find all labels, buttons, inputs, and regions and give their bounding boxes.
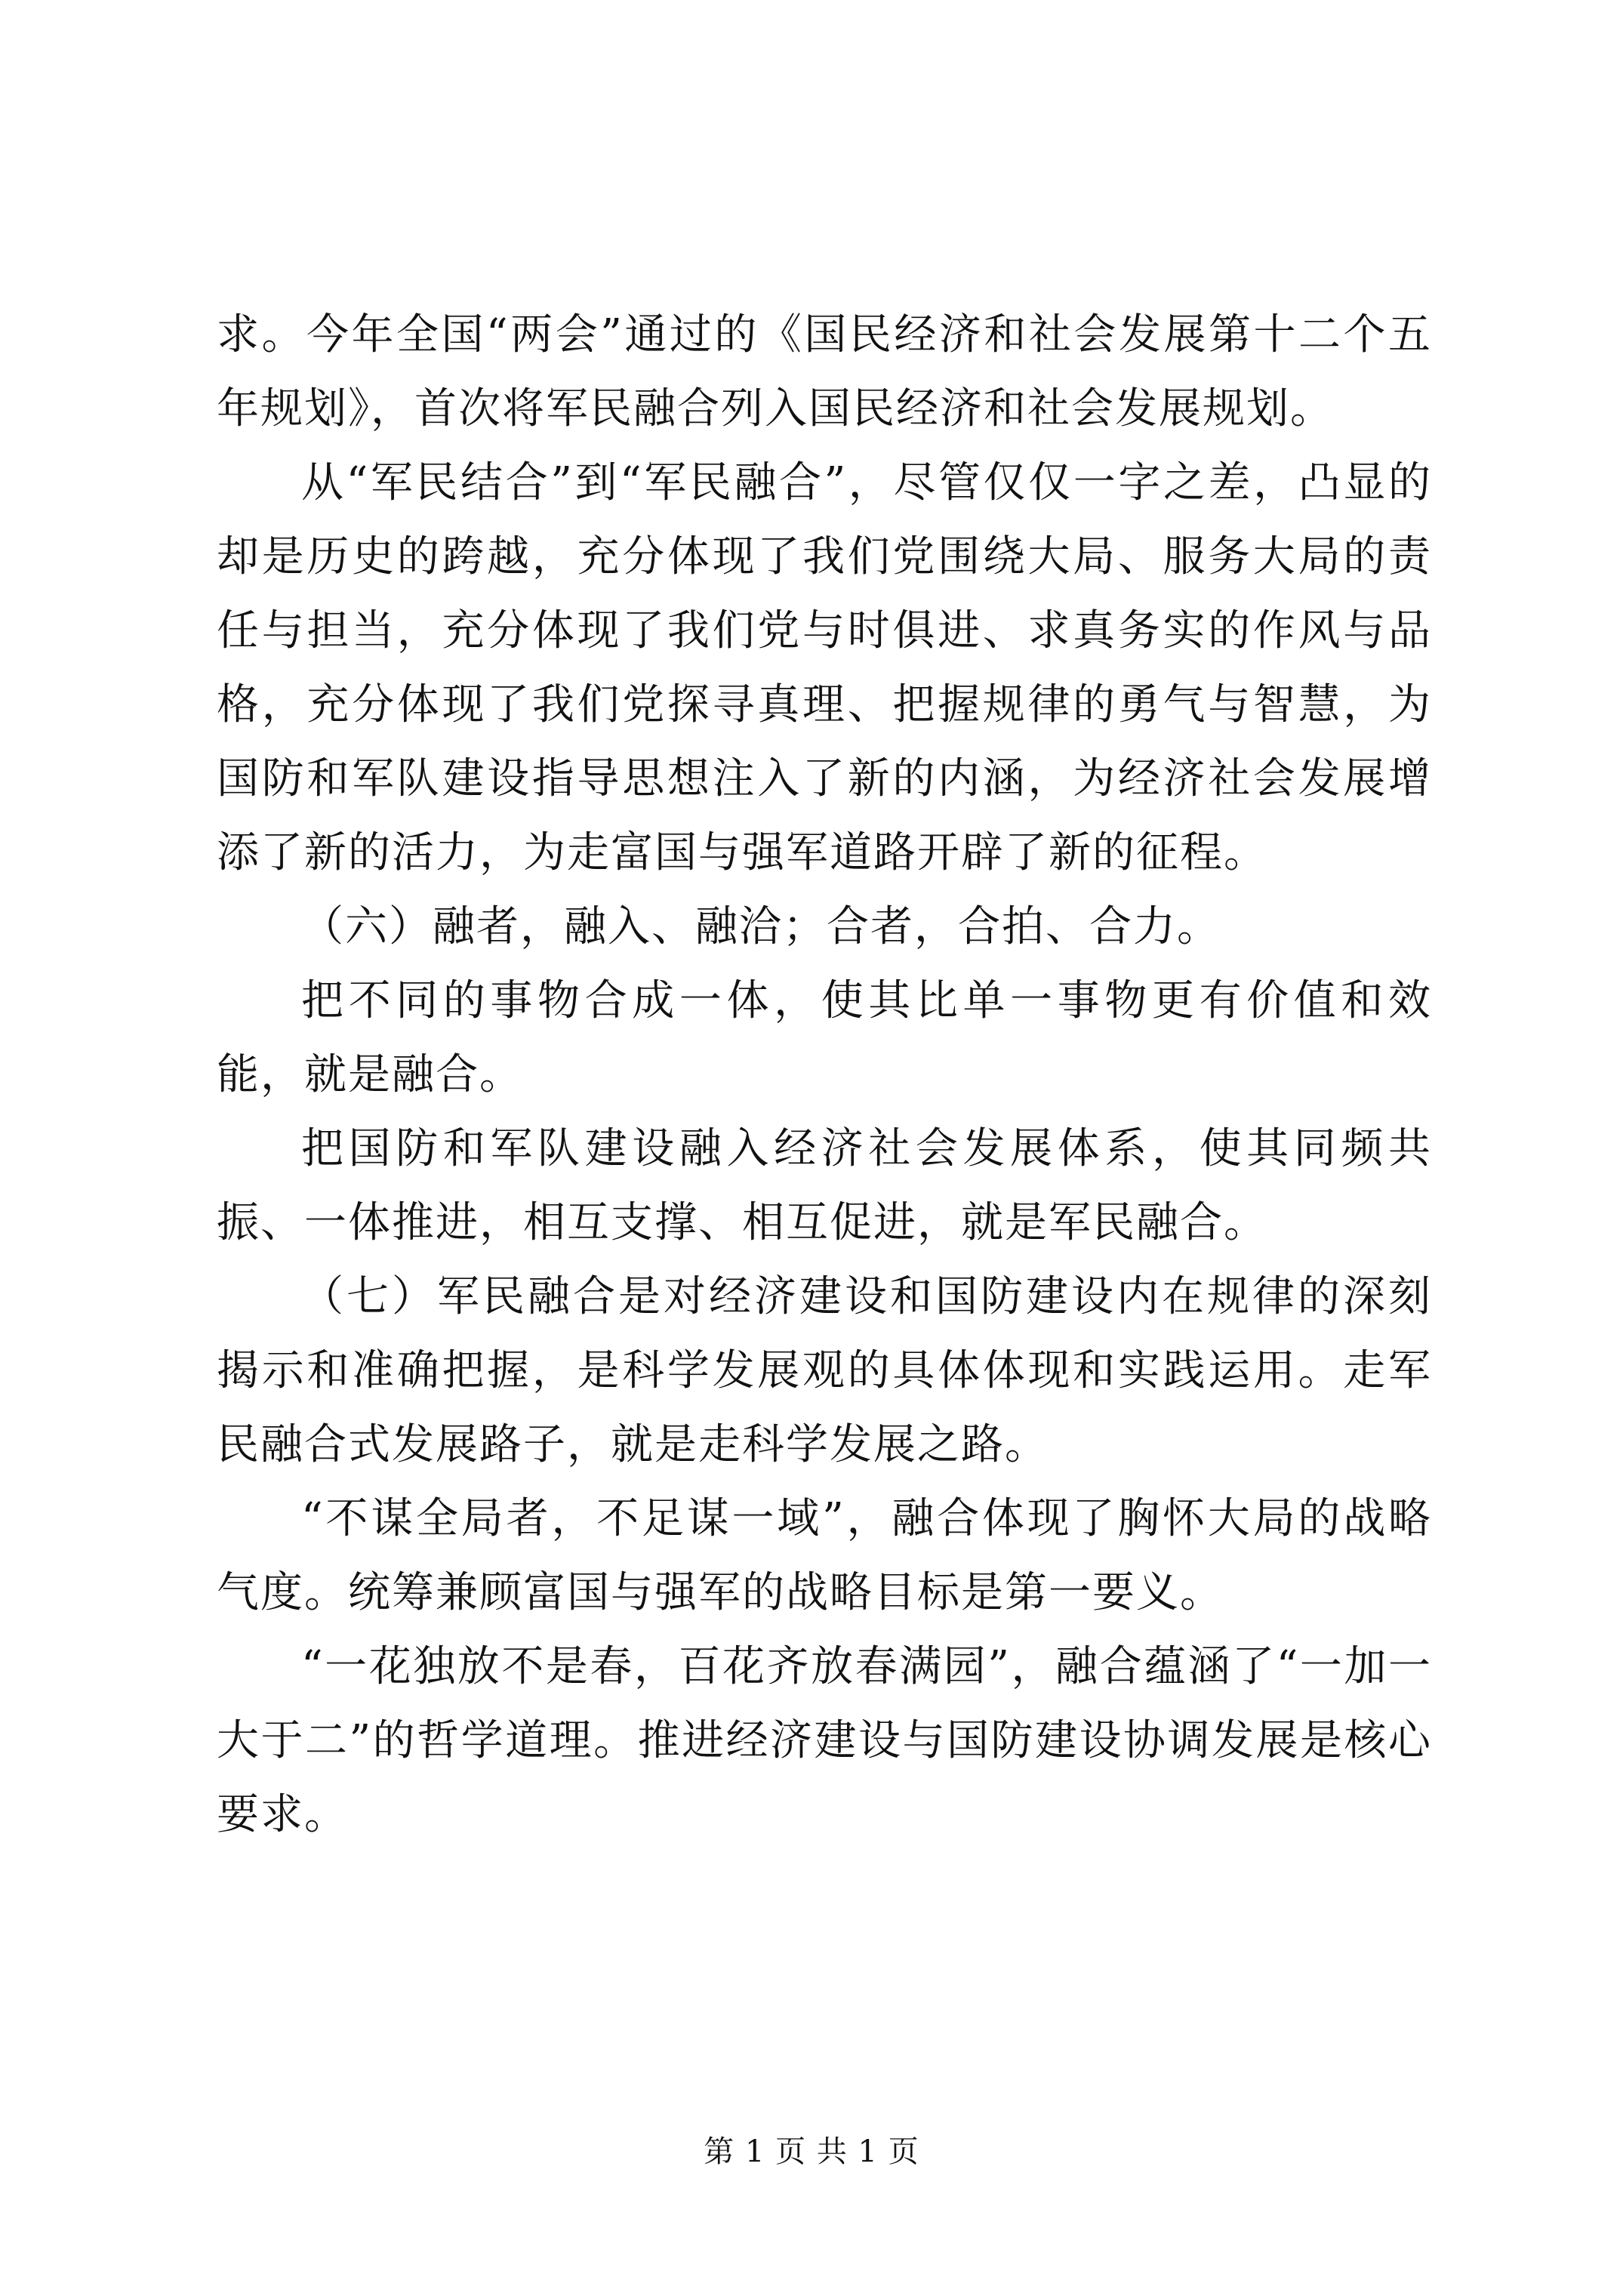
document-body [217, 298, 1432, 1852]
paragraph: 把不同的事物合成一体，使其比单一事物更有价值和效能，就是融合。 [217, 976, 1432, 1099]
section-heading-six: （六）融者，融入、融洽；合者，合拍、合力。 [301, 902, 1221, 951]
section-heading-seven: （七）军民融合是对经济建设和国防建设内在规律的深刻揭示和准确把握，是科学发展观的具体体现和实践运用。走军民融合式发展路子，就是走科学发展之路。 [217, 1272, 1432, 1469]
paragraph-continuation: 求。今年全国“两会”通过的《国民经济和社会发展第十二个五年规划》，首次将军民融合列入国民经济和社会发展规划。 [217, 310, 1432, 433]
page-number-footer: 第 1 页 共 1 页 [704, 2134, 919, 2169]
paragraph: 从“军民结合”到“军民融合”，尽管仅仅一字之差，凸显的却是历史的跨越，充分体现了我们党围绕大局、服务大局的责任与担当，充分体现了我们党与时俱进、求真务实的作风与品格，充分体现了我们党探寻真理、把握规律的勇气与智慧，为国防和军队建设指导思想注入了新的内涵，为经济社会发展增添了新的活力，为走富国与强军道路开辟了新的征程。 [217, 458, 1432, 877]
paragraph: 把国防和军队建设融入经济社会发展体系，使其同频共振、一体推进，相互支撑、相互促进，就是军民融合。 [217, 1124, 1432, 1247]
paragraph: “一花独放不是春，百花齐放春满园”，融合蕴涵了“一加一大于二”的哲学道理。推进经济建设与国防建设协调发展是核心要求。 [217, 1642, 1432, 1839]
paragraph: “不谋全局者，不足谋一域”，融合体现了胸怀大局的战略气度。统筹兼顾富国与强军的战略目标是第一要义。 [217, 1494, 1432, 1617]
